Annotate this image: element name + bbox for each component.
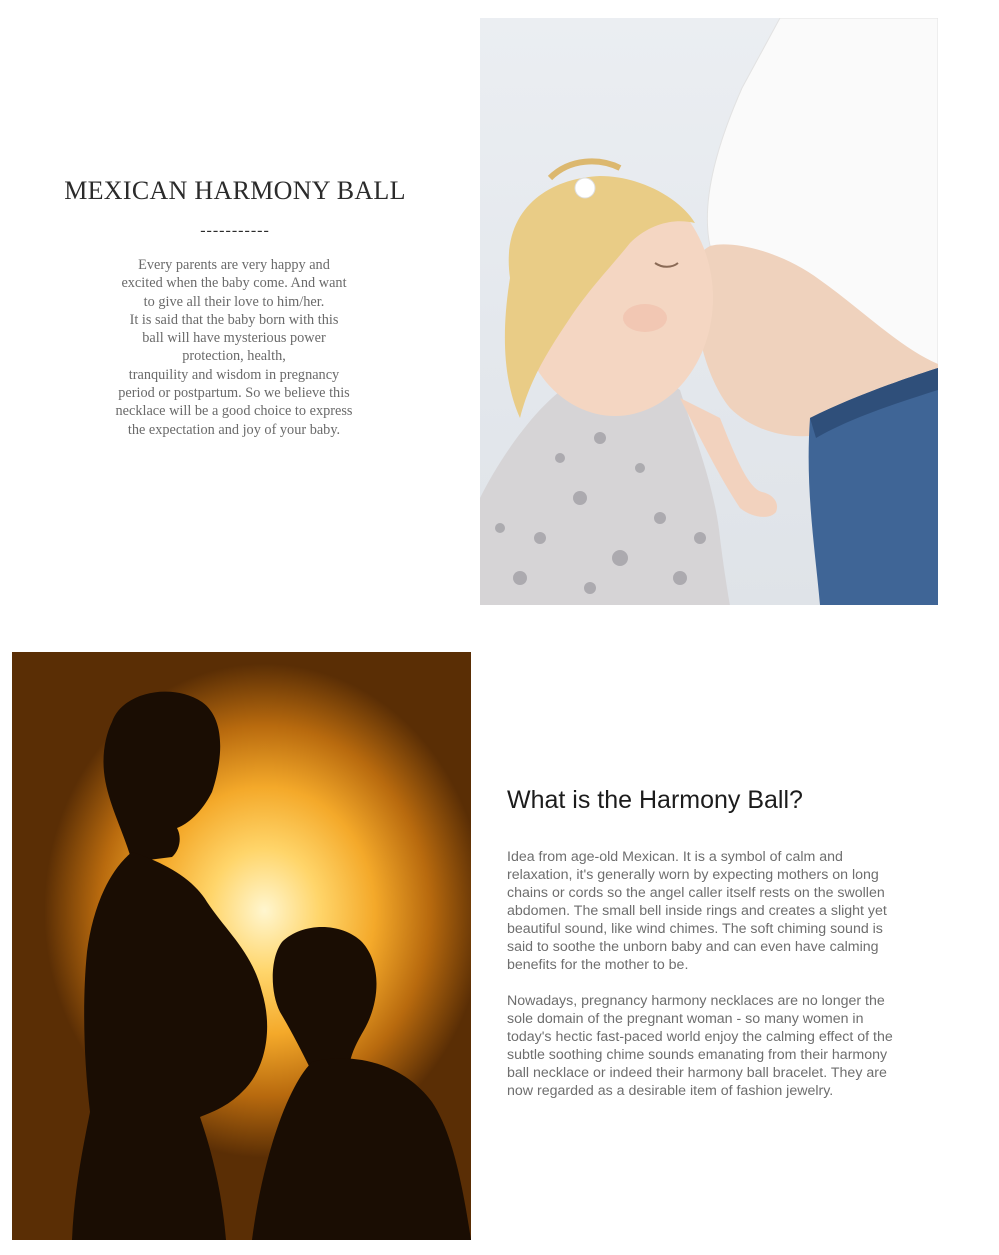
- paragraph-line: chains or cords so the angel caller itself rests on the swollen: [507, 885, 885, 901]
- intro-line: period or postpartum. So we believe this: [118, 385, 350, 402]
- intro-line: tranquility and wisdom in pregnancy: [128, 366, 340, 383]
- paragraph-line: now regarded as a desirable item of fashion jewelry.: [507, 1083, 834, 1099]
- paragraph-line: abdomen. The small bell inside rings and creates a slight yet: [507, 903, 887, 919]
- intro-line: excited when the baby come. And want: [121, 275, 347, 292]
- about-paragraph-2: [507, 992, 947, 1100]
- intro-line: necklace will be a good choice to express: [115, 403, 353, 420]
- intro-title: MEXICAN HARMONY BALL: [64, 176, 406, 205]
- intro-line: to give all their love to him/her.: [143, 293, 325, 310]
- paragraph-line: relaxation, it's generally worn by expecting mothers on long: [507, 867, 879, 883]
- intro-line: protection, health,: [182, 348, 286, 365]
- intro-line: ball will have mysterious power: [142, 330, 326, 347]
- paragraph-line: Nowadays, pregnancy harmony necklaces are no longer the: [507, 993, 885, 1009]
- intro-text: [94, 256, 374, 439]
- paragraph-line: ball necklace or indeed their harmony ball bracelet. They are: [507, 1065, 887, 1081]
- about-paragraph-1: [507, 848, 947, 974]
- couple-silhouette-illustration: [12, 652, 471, 1240]
- about-heading: What is the Harmony Ball?: [507, 786, 803, 814]
- paragraph-line: beautiful sound, like wind chimes. The soft chiming sound is: [507, 921, 883, 937]
- paragraph-line: Idea from age-old Mexican. It is a symbol of calm and: [507, 849, 843, 865]
- toddler-kissing-belly-illustration: [480, 18, 938, 605]
- intro-line: Every parents are very happy and: [138, 257, 330, 273]
- intro-line: the expectation and joy of your baby.: [127, 421, 341, 438]
- paragraph-line: sole domain of the pregnant woman - so many women in: [507, 1011, 864, 1027]
- couple-silhouette-photo: [12, 652, 471, 1240]
- toddler-kissing-belly-photo: [480, 18, 938, 605]
- paragraph-line: benefits for the mother to be.: [507, 957, 689, 973]
- paragraph-line: today's hectic fast-paced world enjoy the calming effect of the: [507, 1029, 893, 1045]
- intro-line: It is said that the baby born with this: [129, 311, 339, 328]
- paragraph-line: said to soothe the unborn baby and can even have calming: [507, 939, 879, 955]
- title-divider: -----------: [200, 222, 270, 239]
- paragraph-line: subtle soothing chime sounds emanating from their harmony: [507, 1047, 888, 1063]
